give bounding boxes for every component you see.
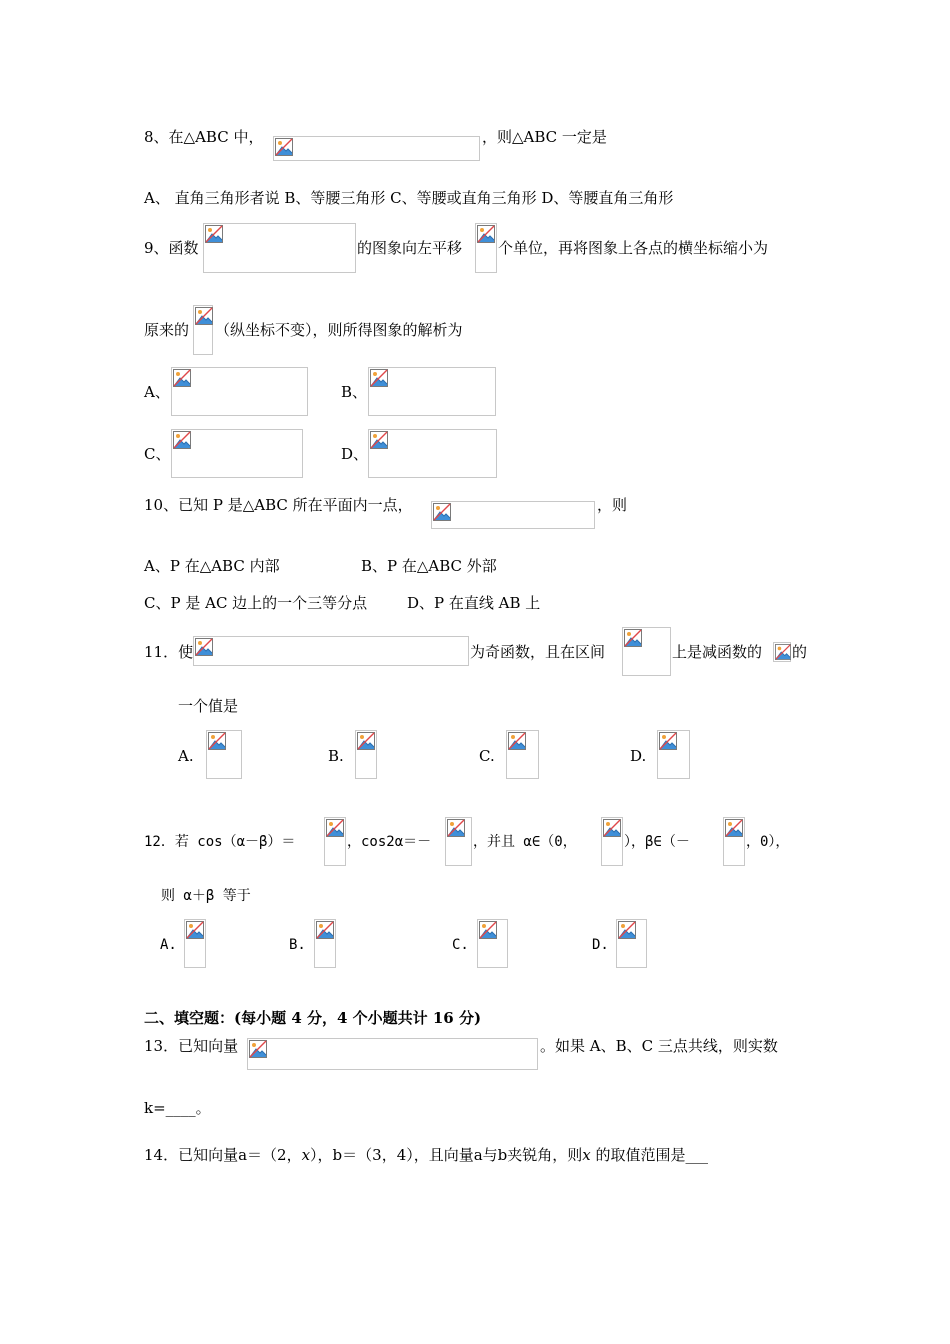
broken-image-icon [479, 921, 497, 939]
q11-tail: 的 [792, 643, 808, 661]
q9-option-a-label: A、 [144, 383, 170, 401]
q9-option-d-image [368, 429, 497, 478]
q9-mid: 的图象向左平移 [357, 239, 463, 257]
q12-part1: 12．若 cos（α－β）＝ [144, 834, 296, 850]
broken-image-icon [603, 819, 621, 837]
q11-line2: 一个值是 [178, 697, 239, 715]
broken-image-icon [370, 369, 388, 387]
q9-function-image [203, 223, 356, 273]
broken-image-icon [659, 732, 677, 750]
q10-option-b: B、P 在△ABC 外部 [361, 557, 497, 575]
broken-image-icon [618, 921, 636, 939]
q9-shift-image [475, 223, 497, 273]
q11-function-image [193, 636, 469, 666]
broken-image-icon [208, 732, 226, 750]
q12-option-b-image [314, 919, 336, 968]
broken-image-icon [433, 503, 451, 521]
q8-formula-image [273, 136, 480, 161]
q12-option-d-label: D. [592, 937, 609, 953]
q12-part2: ，cos2α＝－ [347, 834, 432, 850]
broken-image-icon [447, 819, 465, 837]
q12-part4: ），β∈（－ [624, 834, 690, 850]
broken-image-icon [195, 638, 213, 656]
q9-option-b-label: B、 [341, 383, 368, 401]
q14-line [144, 1145, 708, 1165]
broken-image-icon [725, 819, 743, 837]
q12-alpha-bound-image [601, 817, 623, 866]
broken-image-icon [173, 369, 191, 387]
q12-cos2a-image [445, 817, 472, 866]
q9-option-d-label: D、 [341, 445, 369, 463]
q12-part3: ，并且 α∈（0， [473, 834, 577, 850]
q11-option-d-label: D. [630, 747, 647, 765]
q13-vectors-image [247, 1038, 538, 1070]
broken-image-icon [357, 732, 375, 750]
q12-option-b-label: B. [289, 937, 306, 953]
q12-cos-diff-image [324, 817, 346, 866]
q11-theta-image [773, 642, 791, 662]
q9-line2-prefix: 原来的 [144, 321, 190, 339]
broken-image-icon [326, 819, 344, 837]
broken-image-icon [249, 1040, 267, 1058]
q10-prefix: 10、已知 P 是△ABC 所在平面内一点， [144, 496, 413, 514]
q9-option-b-image [368, 367, 496, 416]
q14-part1: 14．已知向量a＝（2， [144, 1146, 302, 1164]
broken-image-icon [477, 225, 495, 243]
q11-option-c-label: C. [479, 747, 495, 765]
q11-interval-image [622, 627, 671, 676]
q10-vector-image [431, 501, 595, 529]
q11-suffix: 上是减函数的 [672, 643, 763, 661]
broken-image-icon [775, 644, 791, 660]
q9-option-c-image [171, 429, 303, 478]
broken-image-icon [508, 732, 526, 750]
q9-prefix: 9、函数 [144, 239, 199, 257]
q12-option-a-label: A. [160, 937, 177, 953]
q8-prefix: 8、在△ABC 中， [144, 128, 264, 146]
q11-option-d-image [657, 730, 690, 779]
q12-line2: 则 α＋β 等于 [161, 888, 251, 904]
broken-image-icon [205, 225, 223, 243]
q11-option-a-image [206, 730, 242, 779]
q12-option-a-image [184, 919, 206, 968]
q9-suffix: 个单位，再将图象上各点的横坐标缩小为 [498, 239, 769, 257]
section-heading-fill-in: 二、填空题：(每小题 4 分，4 个小题共计 16 分) [144, 1009, 482, 1027]
q11-option-a-label: A. [178, 747, 194, 765]
q10-option-c: C、P 是 AC 边上的一个三等分点 [144, 594, 368, 612]
q13-line2: k=____。 [144, 1099, 211, 1117]
q12-option-c-label: C. [452, 937, 469, 953]
q12-option-c-image [477, 919, 508, 968]
q11-prefix: 11．使 [144, 643, 194, 661]
q11-option-b-label: B. [328, 747, 344, 765]
q14-part3: 的取值范围是___ [590, 1146, 709, 1164]
broken-image-icon [370, 431, 388, 449]
broken-image-icon [275, 138, 293, 156]
q9-option-c-label: C、 [144, 445, 171, 463]
q14-var-x1: x [301, 1146, 311, 1164]
q11-option-c-image [506, 730, 539, 779]
q12-option-d-image [616, 919, 647, 968]
q13-suffix: 。如果 A、B、C 三点共线，则实数 [540, 1037, 778, 1055]
q14-var-x2: x [582, 1146, 591, 1164]
broken-image-icon [173, 431, 191, 449]
q10-option-a: A、P 在△ABC 内部 [144, 557, 280, 575]
broken-image-icon [186, 921, 204, 939]
q10-suffix: ，则 [597, 496, 628, 514]
broken-image-icon [624, 629, 642, 647]
q12-part5: ，0）， [746, 834, 790, 850]
q8-suffix: ，则△ABC 一定是 [482, 128, 607, 146]
q14-part2: ），b＝（3，4），且向量a与b夹锐角，则 [310, 1146, 583, 1164]
q13-prefix: 13．已知向量 [144, 1037, 239, 1055]
q9-line2-suffix: （纵坐标不变），则所得图象的解析为 [215, 321, 463, 339]
q11-mid: 为奇函数，且在区间 [470, 643, 606, 661]
q10-option-d: D、P 在直线 AB 上 [407, 594, 541, 612]
q9-option-a-image [171, 367, 308, 416]
q9-scale-image [193, 305, 213, 355]
q11-option-b-image [355, 730, 377, 779]
broken-image-icon [195, 307, 213, 325]
broken-image-icon [316, 921, 334, 939]
q8-options: A、 直角三角形者说 B、等腰三角形 C、等腰或直角三角形 D、等腰直角三角形 [144, 189, 674, 207]
q12-beta-bound-image [723, 817, 745, 866]
